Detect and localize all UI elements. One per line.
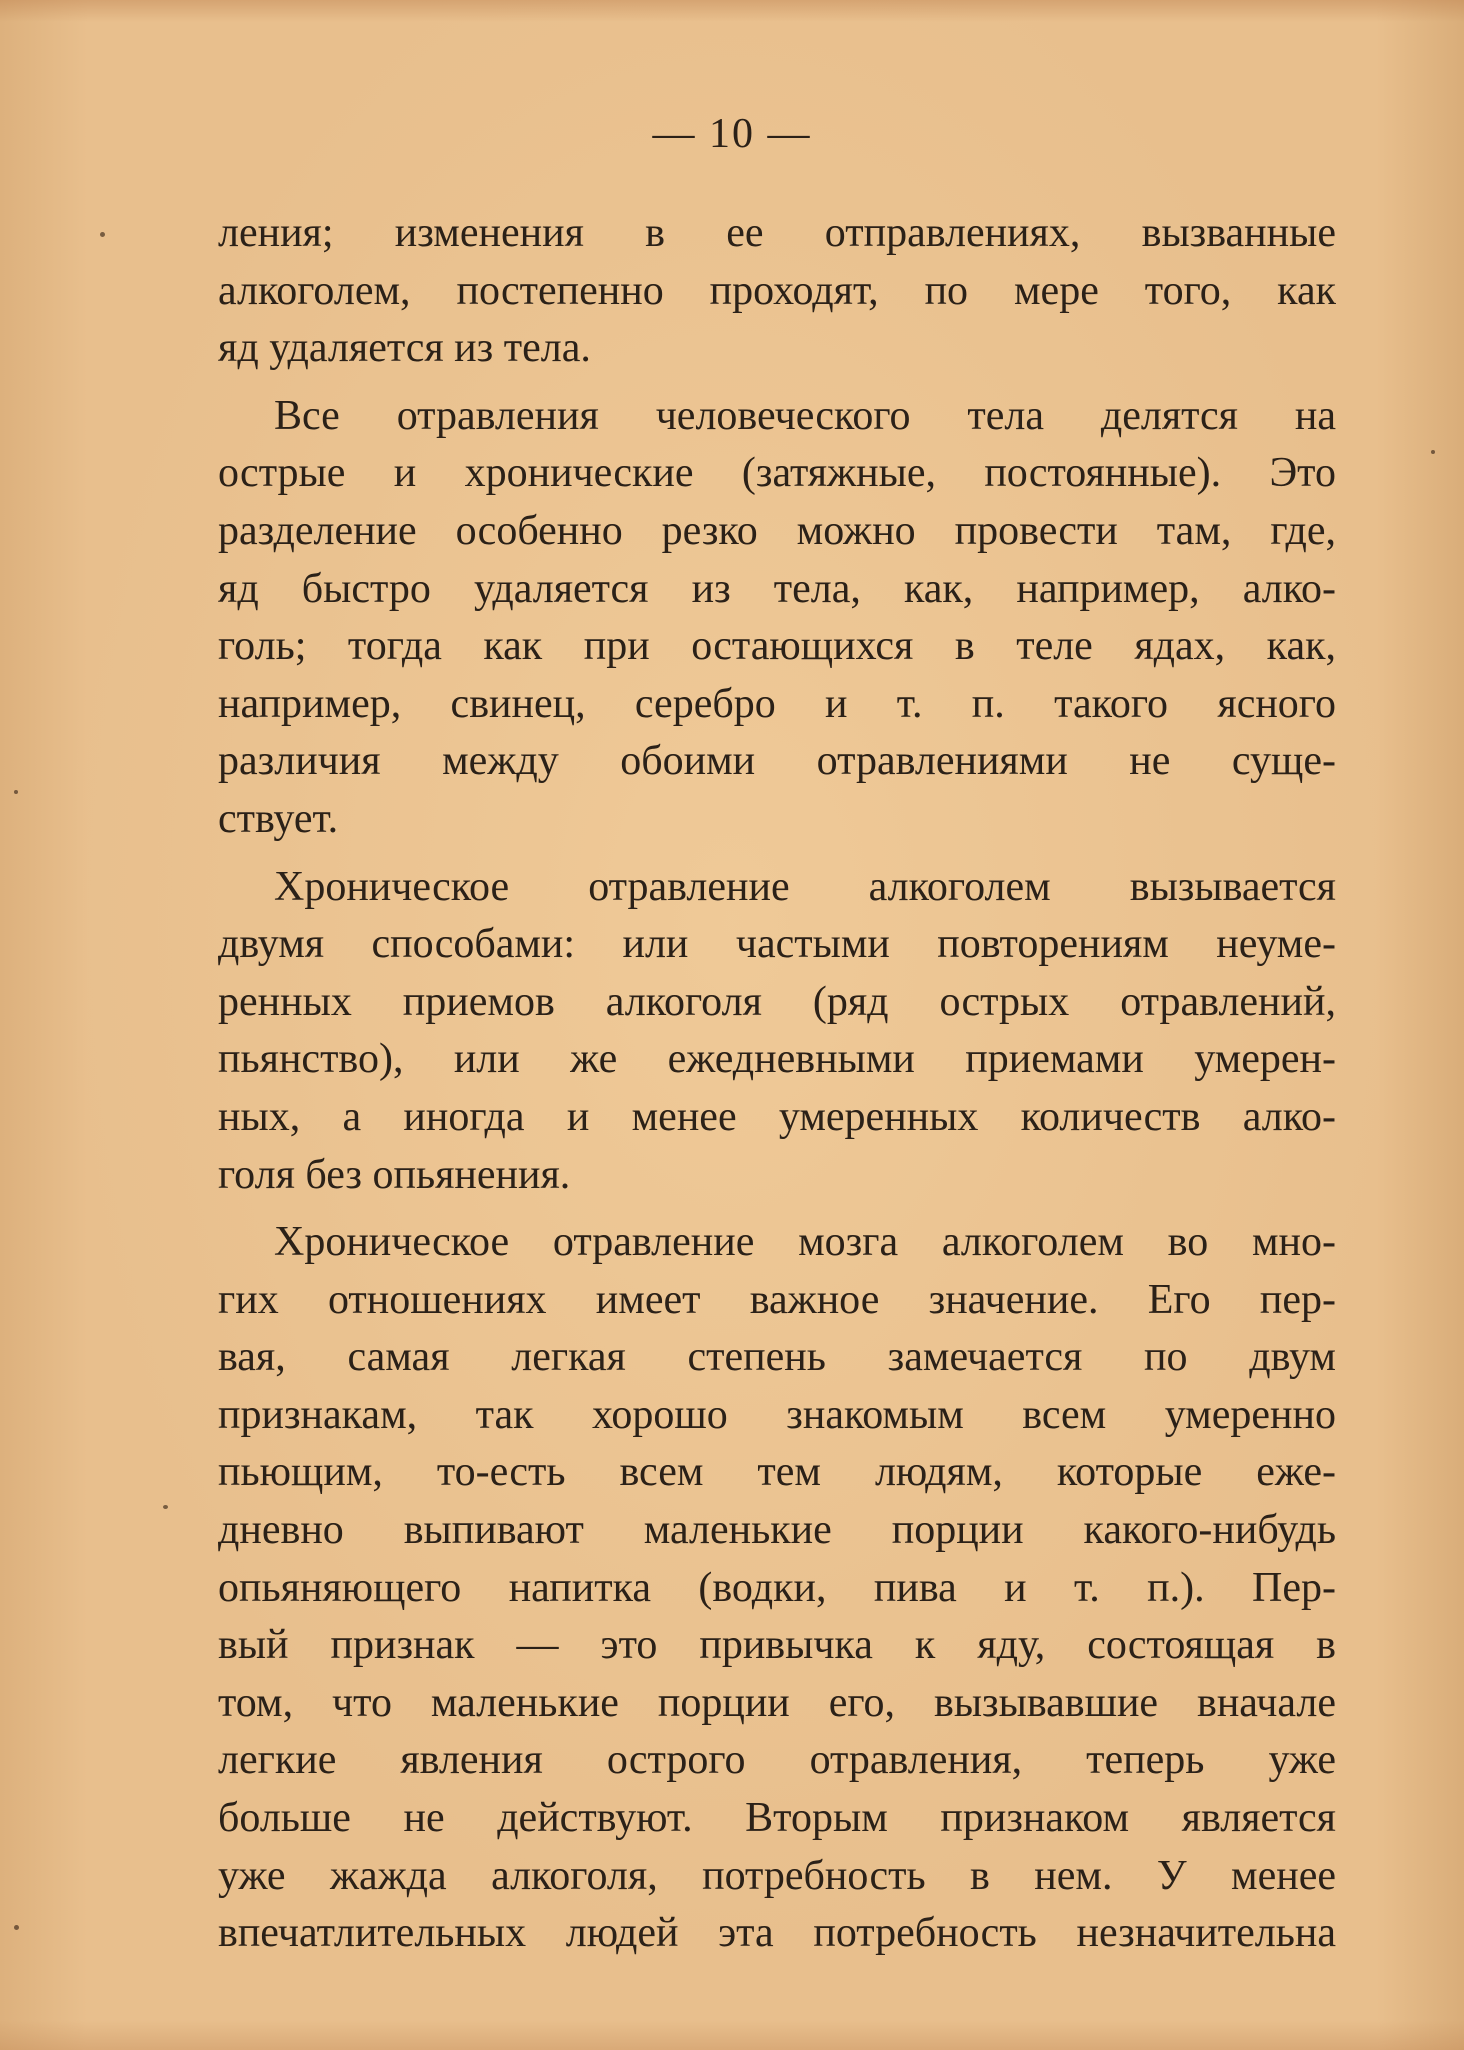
paragraph-3 (218, 859, 1336, 1205)
body-text (218, 205, 1336, 1963)
paragraph-2 (218, 388, 1336, 849)
text-line: ствует. (218, 795, 339, 842)
text-line: вый признак — это привычка к яду, состоящая в (218, 1622, 1336, 1669)
text-line: опьяняющего напитка (водки, пива и т. п.). Пер- (218, 1564, 1336, 1611)
text-line: яд быстро удаляется из тела, как, например, алко- (218, 565, 1336, 612)
ink-speck (100, 232, 105, 237)
text-line: вая, самая легкая степень замечается по двум (218, 1334, 1336, 1381)
text-line: пьянство), или же ежедневными приемами умерен- (218, 1036, 1336, 1083)
paragraph-gap (218, 378, 1336, 388)
ink-speck (14, 1925, 19, 1930)
page-top-edge (0, 0, 1464, 22)
text-line: пьющим, то-есть всем тем людям, которые еже- (218, 1449, 1336, 1496)
text-line: впечатлительных людей эта потребность незначительна (218, 1910, 1336, 1957)
text-line: голь; тогда как при остающихся в теле ядах, как, (218, 623, 1336, 670)
ink-speck (14, 790, 18, 794)
text-line: ренных приемов алкоголя (ряд острых отравлений, (218, 978, 1336, 1025)
text-line: гих отношениях имеет важное значение. Его пер- (218, 1276, 1336, 1323)
text-line: легкие явления острого отравления, теперь уже (218, 1737, 1336, 1784)
text-line: различия между обоими отравлениями не суще- (218, 738, 1336, 785)
text-line: Хроническое отравление мозга алкоголем во мно- (274, 1219, 1336, 1266)
text-line: например, свинец, серебро и т. п. такого ясного (218, 680, 1336, 727)
text-line: больше не действуют. Вторым признаком является (218, 1795, 1336, 1842)
text-line: алкоголем, постепенно проходят, по мере того, как (218, 267, 1336, 314)
text-line: признакам, так хорошо знакомым всем умеренно (218, 1391, 1336, 1438)
text-line: ления; изменения в ее отправлениях, вызванные (218, 210, 1336, 256)
text-line: Все отравления человеческого тела делятся на (274, 392, 1336, 439)
paragraph-gap (218, 1204, 1336, 1214)
text-line: голя без опьянения. (218, 1151, 571, 1198)
paragraph-4 (218, 1214, 1336, 1963)
text-line: Хроническое отравление алкоголем вызывается (274, 863, 1336, 910)
paragraph-gap (218, 849, 1336, 859)
text-line: том, что маленькие порции его, вызывавшие вначале (218, 1679, 1336, 1726)
text-line: ных, а иногда и менее умеренных количеств алко- (218, 1093, 1336, 1140)
text-line: двумя способами: или частыми повторениям неуме- (218, 921, 1336, 968)
page-bottom-edge (0, 2020, 1464, 2050)
page-number: — 10 — (652, 111, 812, 157)
paragraph-1 (218, 205, 1336, 378)
ink-speck (1431, 450, 1435, 454)
text-line: дневно выпивают маленькие порции какого-нибудь (218, 1507, 1336, 1554)
text-line: острые и хронические (затяжные, постоянные). Это (218, 450, 1336, 497)
text-line: разделение особенно резко можно провести там, где, (218, 507, 1336, 554)
text-line: яд удаляется из тела. (218, 325, 591, 372)
ink-speck (163, 1505, 168, 1509)
text-line: уже жажда алкоголя, потребность в нем. У менее (218, 1852, 1336, 1899)
